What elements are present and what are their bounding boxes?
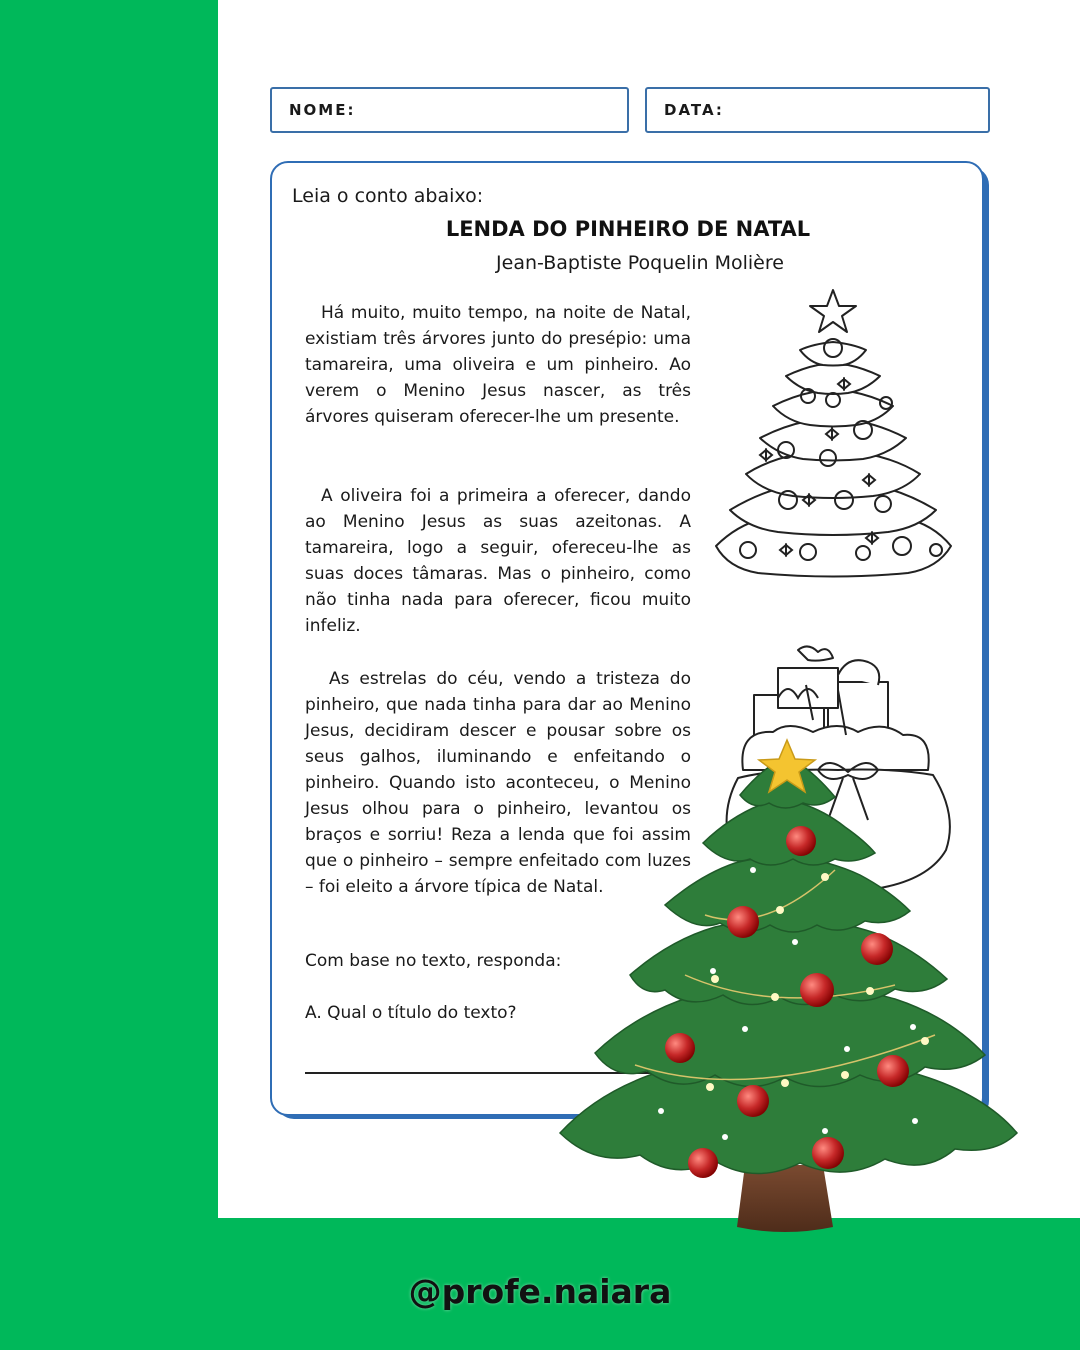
name-field[interactable] bbox=[270, 87, 629, 133]
story-paragraph-2: A oliveira foi a primeira a oferecer, dando ao Menino Jesus as suas azeitonas. A tamareira, logo a seguir, ofereceu-lhe as suas doces tâmaras. Mas o pinheiro, como não tinha nada para oferecer, ficou muito infeliz. bbox=[305, 486, 691, 636]
story-author: Jean-Baptiste Poquelin Molière bbox=[496, 252, 784, 274]
author-handle: @profe.naiara bbox=[408, 1272, 672, 1311]
reading-intro: Leia o conto abaixo: bbox=[292, 185, 484, 207]
story-title: LENDA DO PINHEIRO DE NATAL bbox=[445, 217, 811, 241]
question-a: A. Qual o título do texto? bbox=[305, 1003, 517, 1023]
christmas-tree-outline-icon bbox=[708, 288, 958, 583]
story-paragraph-1: Há muito, muito tempo, na noite de Natal, existiam três árvores junto do presépio: uma tamareira, uma oliveira e um pinheiro. Ao verem o Menino Jesus nascer, as três árvores quiseram oferecer-lhe um presente. bbox=[305, 303, 691, 427]
christmas-tree-color-icon bbox=[555, 735, 1025, 1235]
date-label: DATA: bbox=[664, 101, 724, 119]
question-lead: Com base no texto, responda: bbox=[305, 951, 562, 971]
name-label: NOME: bbox=[289, 101, 356, 119]
date-field[interactable] bbox=[645, 87, 990, 133]
story-paragraph-3: As estrelas do céu, vendo a tristeza do pinheiro, que nada tinha para dar ao Menino Jesus, decidiram descer e pousar sobre os seus galhos, iluminando e enfeitando o pinheiro. Quando isto aconteceu, o Menino Jesus olhou para o pinheiro, levantou os braços e sorriu! Reza a lenda que foi assim que o pinheiro – sempre enfeitado com luzes – foi eleito a árvore típica de Natal. bbox=[305, 669, 691, 897]
